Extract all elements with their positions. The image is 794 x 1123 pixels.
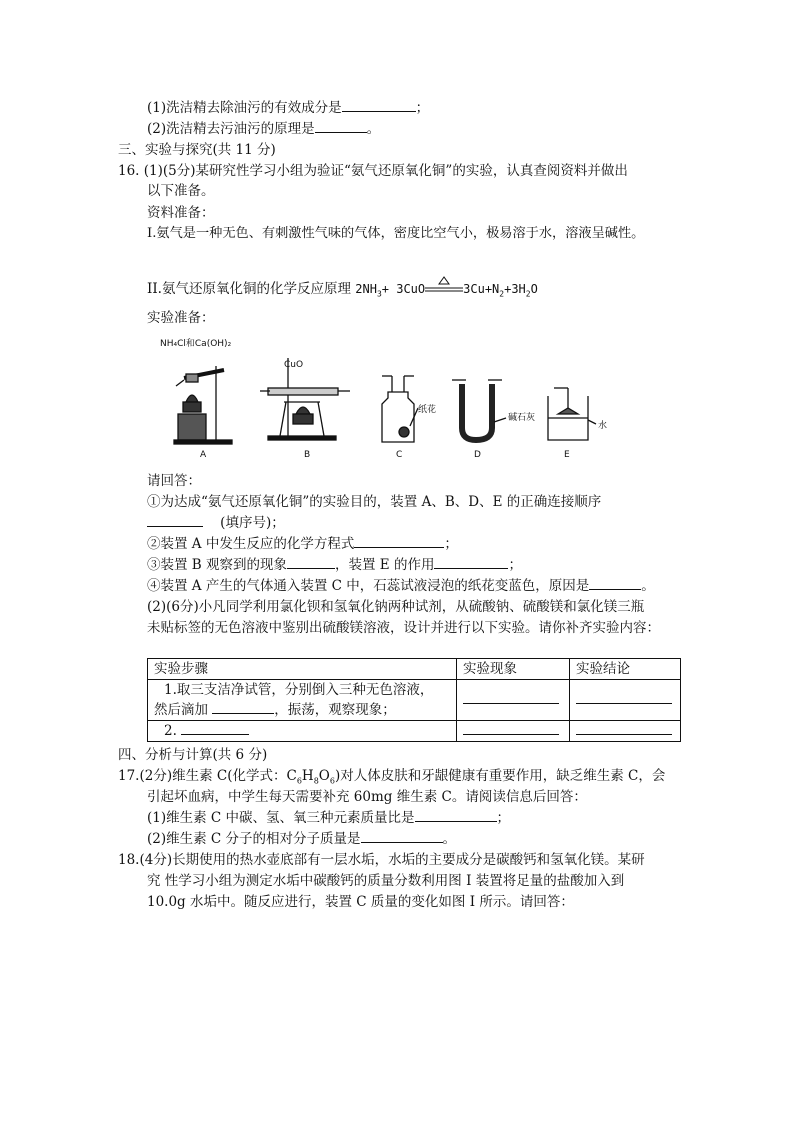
q17-q2: (2)维生素 C 分子的相对分子质量是 。 (147, 831, 457, 847)
table-header-row (148, 659, 681, 680)
ref-item-2: II.氨气还原氧化铜的化学反应原理 $2NH_3+ 3CuO$ $3Cu+N_2+3H_2O$ (147, 280, 538, 303)
apparatus-d (452, 380, 535, 440)
section-4-title: 四、分析与计算(共 6 分) (118, 747, 268, 763)
q15-part2: (2)洗洁精去污油污的原理是 。 (147, 121, 381, 137)
label-b: B (304, 450, 311, 460)
blank-order[interactable] (147, 514, 203, 527)
blank-molecular-mass[interactable] (361, 830, 443, 843)
q16-line1: 16. (1)(5分)某研究性学习小组为验证“氨气还原氧化铜”的实验，认真查阅资料并做出 (118, 163, 628, 179)
answer-prompt: 请回答： (147, 473, 201, 489)
blank-phenomenon[interactable] (287, 556, 335, 569)
water-label: 水 (598, 421, 608, 431)
q16-a2: ②装置 A 中发生反应的化学方程式 ； (147, 536, 458, 552)
ref-title: 资料准备： (147, 205, 215, 221)
blank-q15-2[interactable] (315, 120, 367, 133)
paper-flower-label: 纸花 (418, 405, 437, 415)
apparatus-c (382, 376, 436, 442)
label-c: C (396, 450, 403, 460)
table-row (148, 721, 681, 742)
blank-q15-1[interactable] (342, 99, 416, 112)
conclusion-cell-1[interactable] (570, 680, 681, 721)
section-3-title: 三、实验与探究(共 11 分) (118, 142, 276, 158)
apparatus-b (260, 358, 350, 440)
q17-line1: 17.(2分)维生素 C(化学式：$C_6H_8O_6$)对人体皮肤和牙龈健康有重要作用，缺乏维生素 C，会 (118, 768, 666, 786)
step-1-cell (148, 680, 457, 721)
q16-a3: ③装置 B 观察到的现象 ，装置 E 的作用 ； (147, 557, 522, 573)
soda-lime-label: 碱石灰 (508, 413, 536, 423)
q16-part2-line2: 未贴标签的无色溶液中鉴别出硫酸镁溶液，设计并进行以下实验。请你补齐实验内容： (147, 620, 660, 636)
reaction-equation: $2NH_3+ 3CuO$ $3Cu+N_2+3H_2O$ (355, 282, 538, 296)
apparatus-figure (156, 336, 616, 466)
header-conclusion: 实验结论 (570, 659, 681, 680)
label-a: A (200, 450, 207, 460)
q18-line3: 10.0g 水垢中。随反应进行，装置 C 质量的变化如图 I 所示。请回答： (147, 894, 574, 910)
heat-arrow (425, 284, 463, 296)
header-steps: 实验步骤 (148, 659, 457, 680)
blank-reagent[interactable] (212, 701, 274, 714)
q18-line1: 18.(4分)长期使用的热水壶底部有一层水垢，水垢的主要成分是碳酸钙和氢氧化镁。某研 (118, 852, 645, 868)
header-phenomenon: 实验现象 (457, 659, 570, 680)
step-2-cell: 2. (148, 721, 457, 742)
q17-line2: 引起坏血病，中学生每天需要补充 60mg 维生素 C。请阅读信息后回答： (147, 789, 587, 805)
conclusion-cell-2[interactable] (570, 721, 681, 742)
label-e: E (564, 450, 570, 460)
cuo-label: CuO (284, 360, 304, 370)
blank-reason[interactable] (589, 577, 641, 590)
q16-a1: ①为达成“氨气还原氧化铜”的实验目的，装置 A、B、D、E 的正确连接顺序 (147, 494, 602, 510)
phenomenon-cell-1[interactable] (457, 680, 570, 721)
blank-equation[interactable] (354, 535, 444, 548)
q16-line2: 以下准备。 (147, 183, 215, 199)
q16-a1b: (填序号)； (147, 514, 285, 532)
apparatus-a (160, 338, 232, 444)
step-1-text: 1.取三支洁净试管，分别倒入三种无色溶液， (164, 682, 434, 698)
step-1-text-2: 然后滴加 ，振荡，观察现象； (154, 702, 396, 718)
label-d: D (474, 450, 481, 460)
q16-a4: ④装置 A 产生的气体通入装置 C 中，石蕊试液浸泡的纸花变蓝色，原因是 。 (147, 578, 655, 594)
ref-item-1: I.氨气是一种无色、有刺激性气味的气体，密度比空气小，极易溶于水，溶液呈碱性。 (147, 226, 645, 241)
prep-title: 实验准备： (147, 310, 215, 326)
blank-mass-ratio[interactable] (415, 809, 497, 822)
heat-triangle-icon (425, 276, 463, 294)
q15-part1: (1)洗洁精去除油污的有效成分是 ； (147, 100, 430, 116)
apparatus-e (548, 388, 607, 440)
phenomenon-cell-2[interactable] (457, 721, 570, 742)
q18-line2: 究 性学习小组为测定水垢中碳酸钙的质量分数利用图 I 装置将足量的盐酸加入到 (147, 873, 625, 889)
experiment-table (147, 658, 681, 742)
q16-part2-line1: (2)(6分)小凡同学利用氯化钡和氢氧化钠两种试剂，从硫酸钠、硫酸镁和氯化镁三瓶 (147, 599, 645, 615)
reagent-label: NH₄Cl和Ca(OH)₂ (160, 339, 232, 349)
table-row (148, 680, 681, 721)
blank-function[interactable] (434, 556, 508, 569)
blank-step-2[interactable] (181, 722, 249, 735)
q17-q1: (1)维生素 C 中碳、氢、氧三种元素质量比是 ； (147, 810, 511, 826)
